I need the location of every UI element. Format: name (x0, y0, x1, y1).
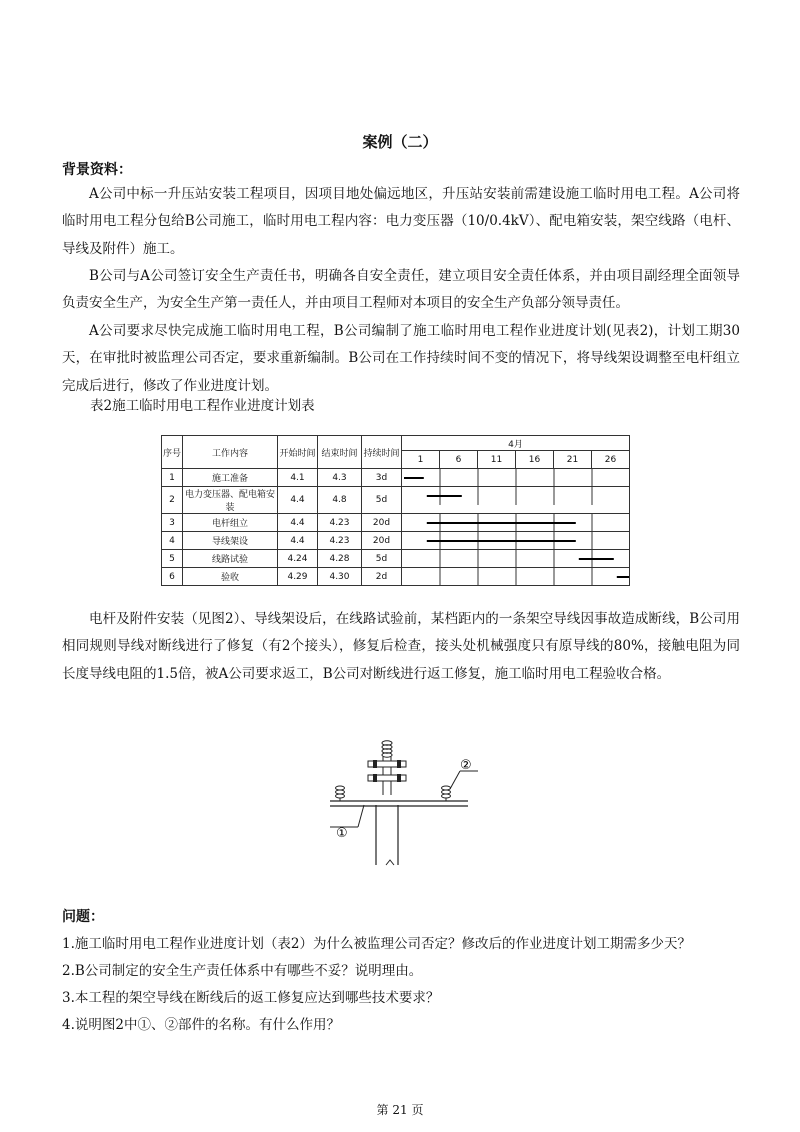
gantt-cell (402, 469, 630, 487)
cell-work: 导线架设 (183, 532, 278, 550)
header-seq: 序号 (162, 436, 183, 469)
day-tick: 26 (592, 451, 630, 469)
cell-duration: 5d (362, 487, 402, 514)
figure-label-1: ① (336, 826, 348, 841)
figure-2-pole-crossarm (328, 733, 478, 873)
cell-work: 施工准备 (183, 469, 278, 487)
cell-seq: 6 (162, 568, 183, 586)
break-mark (386, 860, 394, 865)
table-row (162, 469, 630, 487)
cell-work: 电杆组立 (183, 514, 278, 532)
gantt-cell (402, 487, 630, 514)
cell-seq: 1 (162, 469, 183, 487)
table-row (162, 487, 630, 514)
cell-seq: 4 (162, 532, 183, 550)
table-row (162, 514, 630, 532)
gantt-cell (402, 514, 630, 532)
cell-seq: 2 (162, 487, 183, 514)
right-insulator (442, 786, 451, 801)
cell-duration: 20d (362, 532, 402, 550)
question-1: 1.施工临时用电工程作业进度计划（表2）为什么被监理公司否定？修改后的作业进度计划工期需多少天？ (62, 936, 691, 952)
cell-start: 4.4 (278, 487, 318, 514)
day-tick: 16 (516, 451, 554, 469)
cell-end: 4.3 (318, 469, 362, 487)
cell-start: 4.29 (278, 568, 318, 586)
paragraph-after-table: 电杆及附件安装（见图2）、导线架设后，在线路试验前，某档距内的一条架空导线因事故造成断线，B公司用相同规则导线对断线进行了修复（有2个接头），修复后检查，接头处机械强度只有原导线的80%，接触电阻为同长度导线电阻的1.5倍，被A公司要求返工，B公司对断线进行返工修复，施工临时用电工程验收合格。 (62, 611, 740, 682)
header-start: 开始时间 (278, 436, 318, 469)
leader-2 (450, 771, 460, 789)
page-number: 第 21 页 (376, 1103, 424, 1117)
cell-end: 4.23 (318, 514, 362, 532)
cell-end: 4.30 (318, 568, 362, 586)
schedule-table (161, 435, 630, 586)
question-3: 3.本工程的架空导线在断线后的返工修复应达到哪些技术要求？ (62, 990, 440, 1006)
header-work: 工作内容 (183, 436, 278, 469)
gantt-cell (402, 532, 630, 550)
cell-work: 电力变压器、配电箱安装 (183, 487, 278, 514)
gantt-cell (402, 550, 630, 568)
table-caption: 表2施工临时用电工程作业进度计划表 (90, 398, 315, 414)
cell-duration: 20d (362, 514, 402, 532)
cell-duration: 3d (362, 469, 402, 487)
cell-work: 线路试验 (183, 550, 278, 568)
day-tick: 1 (402, 451, 440, 469)
schedule-body (162, 469, 630, 586)
table-row (162, 568, 630, 586)
header-duration: 持续时间 (362, 436, 402, 469)
question-2: 2.B公司制定的安全生产责任体系中有哪些不妥？说明理由。 (62, 963, 423, 979)
gantt-cell (402, 568, 630, 586)
cell-start: 4.4 (278, 514, 318, 532)
question-4: 4.说明图2中①、②部件的名称。有什么作用？ (62, 1017, 340, 1033)
left-insulator (336, 786, 345, 801)
paragraph-2: B公司与A公司签订安全生产责任书，明确各自安全责任，建立项目安全责任体系，并由项目副经理全面领导负责安全生产，为安全生产第一责任人，并由项目工程师对本项目的安全生产负部分领导责任。 (62, 268, 740, 312)
questions-heading: 问题： (62, 909, 104, 925)
background-heading: 背景资料： (62, 162, 132, 178)
cell-duration: 2d (362, 568, 402, 586)
table-row (162, 532, 630, 550)
paragraph-3: A公司要求尽快完成施工临时用电工程，B公司编制了施工临时用电工程作业进度计划(见表2)，计划工期30天，在审批时被监理公司否定，要求重新编制。B公司在工作持续时间不变的情况下，将导线架设调整至电杆组立完成后进行，修改了作业进度计划。 (62, 323, 740, 394)
pole-top-bracket (368, 760, 406, 782)
cell-end: 4.23 (318, 532, 362, 550)
table-row (162, 550, 630, 568)
header-end: 结束时间 (318, 436, 362, 469)
cell-start: 4.4 (278, 532, 318, 550)
cell-end: 4.8 (318, 487, 362, 514)
leader-1 (358, 805, 364, 827)
case-title: 案例（二） (362, 133, 438, 151)
cell-start: 4.24 (278, 550, 318, 568)
cell-seq: 3 (162, 514, 183, 532)
cell-work: 验收 (183, 568, 278, 586)
header-month: 4月 (402, 436, 630, 451)
top-insulator (382, 741, 392, 795)
day-tick: 6 (440, 451, 478, 469)
day-tick: 21 (554, 451, 592, 469)
cell-seq: 5 (162, 550, 183, 568)
cell-end: 4.28 (318, 550, 362, 568)
cell-start: 4.1 (278, 469, 318, 487)
cell-duration: 5d (362, 550, 402, 568)
day-tick: 11 (478, 451, 516, 469)
figure-label-2: ② (460, 758, 472, 773)
paragraph-1: A公司中标一升压站安装工程项目，因项目地处偏远地区，升压站安装前需建设施工临时用电工程。A公司将临时用电工程分包给B公司施工，临时用电工程内容：电力变压器（10/0.4kV）、配电箱安装，架空线路（电杆、导线及附件）施工。 (62, 186, 740, 257)
